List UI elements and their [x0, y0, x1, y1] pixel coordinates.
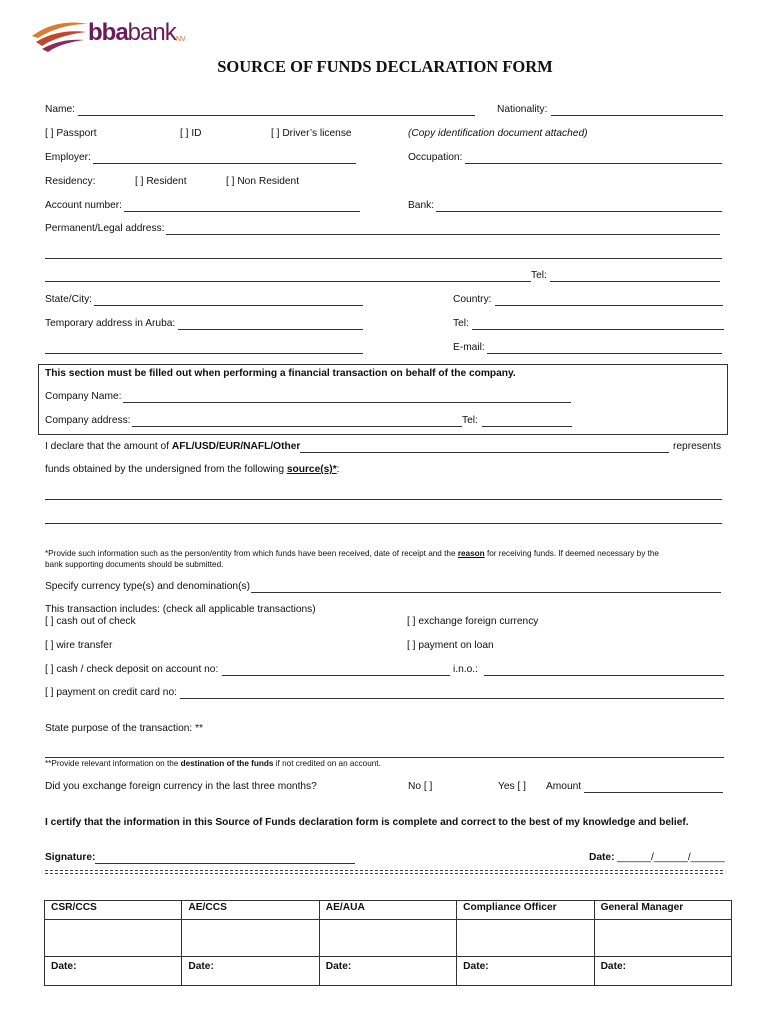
- loan-checkbox[interactable]: [ ] payment on loan: [407, 640, 494, 651]
- non-resident-checkbox[interactable]: [ ] Non Resident: [226, 176, 300, 187]
- sign-cell[interactable]: [457, 920, 594, 957]
- company-address-field[interactable]: [132, 426, 462, 427]
- id-checkbox[interactable]: [ ] ID: [180, 128, 202, 139]
- sign-cell[interactable]: [594, 920, 731, 957]
- exchange-checkbox[interactable]: [ ] exchange foreign currency: [407, 616, 539, 627]
- currency-field[interactable]: [251, 592, 721, 593]
- ino-label: i.n.o.:: [453, 664, 478, 675]
- amount-label: Amount: [546, 781, 582, 792]
- email-field[interactable]: [487, 353, 722, 354]
- purpose-label: State purpose of the transaction: **: [45, 723, 204, 734]
- occupation-label: Occupation:: [408, 152, 463, 163]
- temp-address-field[interactable]: [178, 329, 363, 330]
- company-heading: This section must be filled out when performing a financial transaction on behalf of the company.: [45, 368, 516, 379]
- company-tel-field[interactable]: [482, 426, 572, 427]
- temp-address-line-2[interactable]: [45, 353, 363, 354]
- declaration-text: I declare that the amount of AFL/USD/EUR/NAFL/Other: [45, 441, 301, 452]
- logo-suffix: NV: [176, 36, 186, 43]
- permanent-address-line-3[interactable]: [45, 281, 531, 282]
- email-label: E-mail:: [453, 342, 485, 353]
- country-label: Country:: [453, 294, 492, 305]
- date-cell[interactable]: Date:: [457, 957, 594, 986]
- date-field[interactable]: ______/______/______: [617, 852, 725, 863]
- dashed-separator: [45, 870, 723, 871]
- header-compliance-officer: Compliance Officer: [457, 901, 594, 920]
- copy-note: (Copy identification document attached): [408, 128, 588, 139]
- logo-wordmark: bbabank: [88, 19, 176, 46]
- deposit-account-field[interactable]: [222, 675, 450, 676]
- currency-label: Specify currency type(s) and denomination(s): [45, 581, 250, 592]
- tel-field[interactable]: [550, 281, 720, 282]
- permanent-address-field[interactable]: [166, 234, 720, 235]
- bank-field[interactable]: [436, 211, 722, 212]
- date-cell[interactable]: Date:: [182, 957, 319, 986]
- account-field[interactable]: [124, 211, 360, 212]
- exchange-question: Did you exchange foreign currency in the last three months?: [45, 781, 317, 792]
- sources-footnote: *Provide such information such as the person/entity from which funds have been received, date of receipt and the reason for receiving funds. If deemed necessary by the bank supporting documents should be submitted.: [45, 549, 659, 569]
- employer-label: Employer:: [45, 152, 91, 163]
- residency-label: Residency:: [45, 176, 96, 187]
- state-city-label: State/City:: [45, 294, 92, 305]
- tel2-field[interactable]: [472, 329, 724, 330]
- bank-label: Bank:: [408, 200, 435, 211]
- cash-out-checkbox[interactable]: [ ] cash out of check: [45, 616, 136, 627]
- header-ae-aua: AE/AUA: [319, 901, 456, 920]
- sign-cell[interactable]: [182, 920, 319, 957]
- signature-label: Signature:: [45, 852, 96, 863]
- state-city-field[interactable]: [94, 305, 363, 306]
- dashed-separator-2: [45, 873, 723, 874]
- header-general-manager: General Manager: [594, 901, 731, 920]
- purpose-footnote: **Provide relevant information on the destination of the funds if not credited on an account.: [45, 759, 381, 768]
- source-line-2[interactable]: [45, 523, 722, 524]
- permanent-address-label: Permanent/Legal address:: [45, 223, 165, 234]
- tel-label: Tel:: [531, 270, 547, 281]
- yes-checkbox[interactable]: Yes [ ]: [498, 781, 526, 792]
- header-csr-ccs: CSR/CCS: [45, 901, 182, 920]
- passport-checkbox[interactable]: [ ] Passport: [45, 128, 97, 139]
- no-checkbox[interactable]: No [ ]: [408, 781, 433, 792]
- deposit-checkbox[interactable]: [ ] cash / check deposit on account no:: [45, 664, 219, 675]
- temp-address-label: Temporary address in Aruba:: [45, 318, 176, 329]
- swoosh-icon: [30, 16, 90, 52]
- employer-field[interactable]: [93, 163, 356, 164]
- company-name-label: Company Name:: [45, 391, 122, 402]
- page-title: SOURCE OF FUNDS DECLARATION FORM: [217, 57, 553, 76]
- transaction-includes: This transaction includes: (check all applicable transactions): [45, 604, 316, 615]
- occupation-field[interactable]: [465, 163, 722, 164]
- exchange-amount-field[interactable]: [584, 792, 723, 793]
- purpose-field[interactable]: [45, 757, 724, 758]
- source-line-1[interactable]: [45, 499, 722, 500]
- name-label: Name:: [45, 104, 76, 115]
- company-tel-label: Tel:: [462, 415, 478, 426]
- credit-card-checkbox[interactable]: [ ] payment on credit card no:: [45, 687, 177, 698]
- nationality-field[interactable]: [551, 115, 723, 116]
- drivers-license-checkbox[interactable]: [ ] Driver’s license: [271, 128, 352, 139]
- sign-cell[interactable]: [319, 920, 456, 957]
- account-label: Account number:: [45, 200, 123, 211]
- date-label: Date:: [589, 852, 615, 863]
- nationality-label: Nationality:: [497, 104, 548, 115]
- date-cell[interactable]: Date:: [594, 957, 731, 986]
- certify-statement: I certify that the information in this Source of Funds declaration form is complete and correct to the best of my knowledge and belief.: [45, 817, 689, 828]
- wire-checkbox[interactable]: [ ] wire transfer: [45, 640, 113, 651]
- credit-card-field[interactable]: [180, 698, 724, 699]
- signature-field[interactable]: [95, 863, 355, 864]
- sign-cell[interactable]: [45, 920, 182, 957]
- approval-table: [44, 900, 732, 986]
- permanent-address-line-2[interactable]: [45, 258, 722, 259]
- funds-text: funds obtained by the undersigned from the following source(s)*:: [45, 464, 340, 475]
- amount-field[interactable]: [300, 452, 669, 453]
- header-ae-ccs: AE/CCS: [182, 901, 319, 920]
- date-cell[interactable]: Date:: [45, 957, 182, 986]
- ino-field[interactable]: [484, 675, 724, 676]
- date-cell[interactable]: Date:: [319, 957, 456, 986]
- company-address-label: Company address:: [45, 415, 131, 426]
- company-name-field[interactable]: [123, 402, 571, 403]
- represents-label: represents: [673, 441, 722, 452]
- resident-checkbox[interactable]: [ ] Resident: [135, 176, 187, 187]
- tel2-label: Tel:: [453, 318, 469, 329]
- bank-logo: [30, 16, 200, 56]
- country-field[interactable]: [495, 305, 723, 306]
- name-field[interactable]: [78, 115, 475, 116]
